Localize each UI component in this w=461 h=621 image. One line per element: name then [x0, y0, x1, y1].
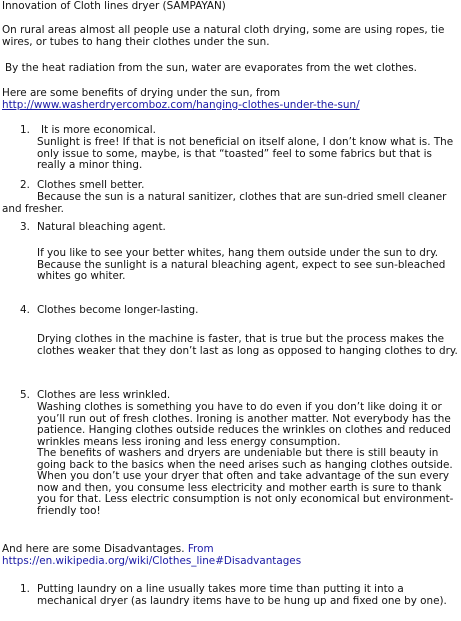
benefit-2-number: 2.	[20, 179, 30, 191]
page-title: Innovation of Cloth lines dryer (SAMPAYAN)	[2, 0, 226, 12]
benefit-1-number: 1.	[20, 124, 30, 136]
disadvantages-source-link[interactable]: https://en.wikipedia.org/wiki/Clothes_line#Disadvantages	[2, 554, 302, 567]
disadvantages-intro	[2, 544, 459, 567]
benefit-4-number: 4.	[20, 304, 30, 316]
intro-paragraph: On rural areas almost all people use a natural cloth drying, some are using ropes, tie wires, or tubes to hang their clothes under the sun.	[2, 24, 445, 48]
benefit-5-number: 5.	[20, 389, 30, 401]
disadvantage-1-number: 1.	[20, 583, 30, 595]
benefits-source-link[interactable]: http://www.washerdryercomboz.com/hanging-clothes-under-the-sun/	[2, 98, 360, 111]
benefit-5-body: Washing clothes is something you have to do even if you don’t like doing it or you’ll run out of fresh clothes. Ironing is another matter. Not everybody has the patience. Hanging clothes outside reduces the wrinkles on clothes and reduced wrinkles means less ironing and less energy consumption.	[37, 401, 451, 448]
benefit-2-body: Because the sun is a natural sanitizer, clothes that are sun-dried smell cleaner and fresher.	[2, 191, 447, 215]
benefit-3-number: 3.	[20, 221, 30, 233]
disadvantage-1-body: Putting laundry on a line usually takes more time than putting it into a mechanical dryer (as laundry items have to be hung up and fixed one by one).	[37, 583, 447, 607]
heat-paragraph: By the heat radiation from the sun, water are evaporates from the wet clothes.	[5, 62, 417, 74]
benefit-3-body: If you like to see your better whites, hang them outside under the sun to dry. Because the sunlight is a natural bleaching agent, expect to see sun-bleached whites go whiter.	[37, 247, 446, 283]
disadvantages-from-label: From	[187, 543, 214, 555]
benefit-5-title: Clothes are less wrinkled.	[37, 389, 171, 401]
disadvantages-intro-text: And here are some Disadvantages.	[2, 543, 185, 555]
benefit-1-body: Sunlight is free! If that is not beneficial on itself alone, I don’t know what is. The only issue to some, maybe, is that “toasted” feel to some fabrics but that is really a minor thing.	[37, 136, 454, 172]
benefit-4-title: Clothes become longer-lasting.	[37, 304, 199, 316]
benefits-intro	[2, 88, 459, 111]
benefit-4-body: Drying clothes in the machine is faster, that is true but the process makes the clothes weaker that they don’t last as long as opposed to hanging clothes to dry.	[37, 333, 458, 357]
benefit-1-title: It is more economical.	[41, 124, 156, 136]
benefit-5-body-continued: The benefits of washers and dryers are undeniable but there is still beauty in going back to the basics when the need arises such as hanging clothes outside. When you don’t use your dryer that often and take advantage of the sun every now and then, you consume less electricity and mother earth is sure to thank you for that. Less electric consumption is not only economical but environment-friendly too!	[37, 447, 454, 517]
benefit-3-title: Natural bleaching agent.	[37, 221, 166, 233]
benefits-intro-text: Here are some benefits of drying under the sun, from	[2, 87, 281, 99]
benefit-2-title: Clothes smell better.	[37, 179, 145, 191]
